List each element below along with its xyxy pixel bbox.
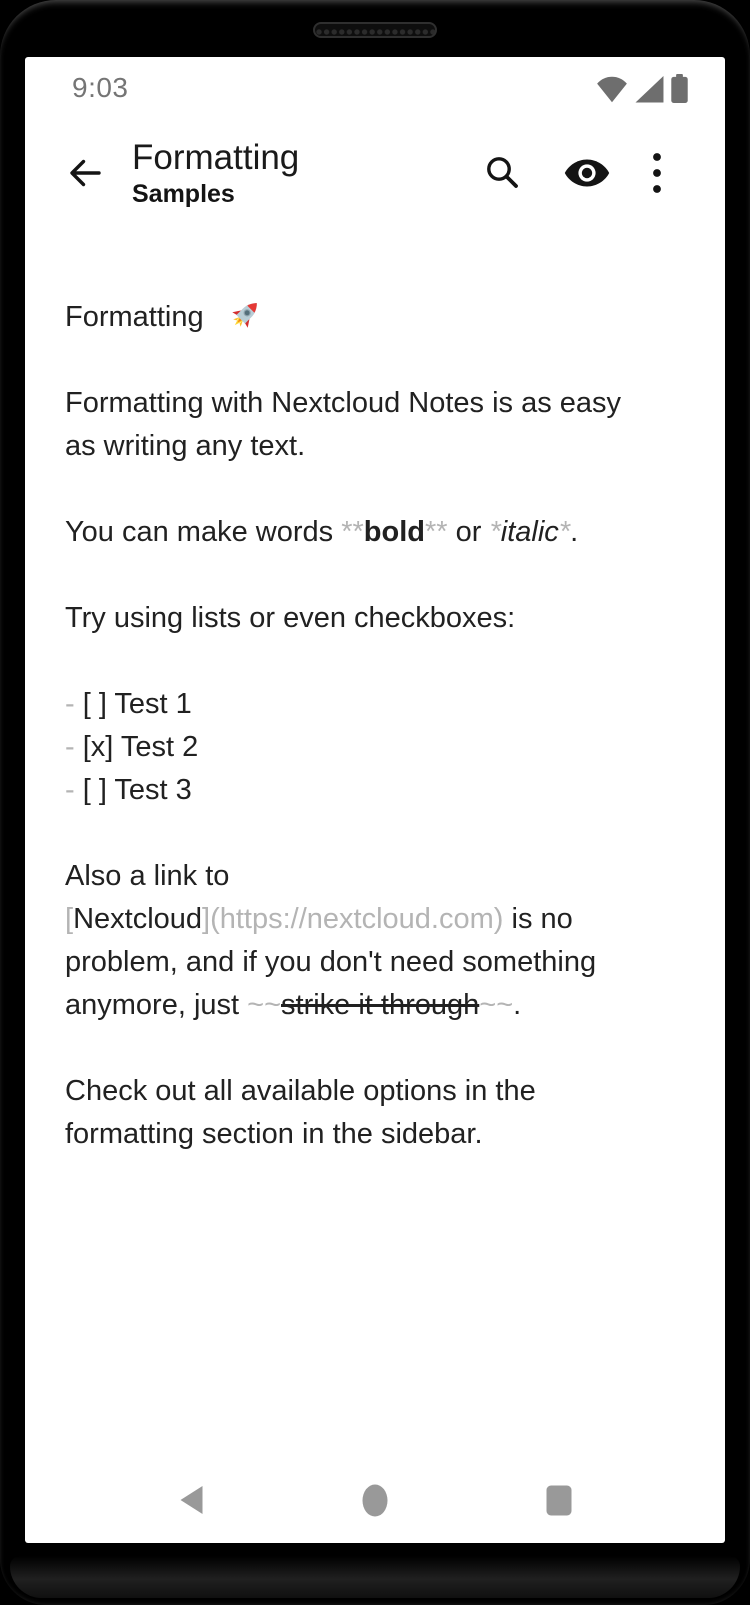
nav-home-button[interactable] (351, 1476, 399, 1524)
text-segment: anymore, just (65, 989, 248, 1021)
text-segment: as writing any text. (65, 430, 306, 462)
paragraph (65, 253, 695, 339)
search-icon (483, 153, 523, 193)
paragraph (65, 1070, 695, 1156)
more-options-button[interactable] (629, 145, 685, 201)
text-line (65, 425, 695, 468)
text-segment: . (513, 989, 522, 1021)
paragraph (65, 511, 695, 554)
status-bar (25, 57, 725, 119)
navigation-bar (25, 1457, 725, 1543)
text-segment: * (489, 516, 501, 548)
title-block (132, 138, 461, 209)
category-subtitle: Samples (132, 179, 235, 208)
text-segment: . (570, 516, 579, 548)
text-segment: ** (424, 516, 448, 548)
text-line (65, 253, 695, 339)
text-line (65, 683, 695, 726)
toolbar-actions (461, 145, 685, 201)
app-screen (25, 57, 725, 1543)
text-segment: Formatting with Nextcloud Notes is as easy (65, 387, 622, 419)
text-segment: ~~ (247, 989, 282, 1021)
nav-home-circle-icon (362, 1484, 388, 1517)
text-line (65, 597, 695, 640)
text-segment: italic (500, 516, 559, 548)
text-segment: - (65, 774, 83, 806)
battery-icon (671, 74, 688, 103)
paragraph (65, 382, 695, 468)
text-line (65, 726, 695, 769)
note-content[interactable] (25, 227, 725, 1156)
text-segment: Check out all available options in the (65, 1075, 536, 1107)
text-line (65, 855, 695, 898)
search-button[interactable] (461, 145, 545, 201)
earpiece-speaker-grille (313, 22, 437, 38)
text-segment: - (65, 731, 83, 763)
rocket-emoji-icon (228, 297, 263, 332)
paragraph (65, 855, 695, 1027)
text-line (65, 1113, 695, 1156)
text-segment: problem, and if you don't need something (65, 946, 597, 978)
text-segment: or (447, 516, 490, 548)
text-segment: is no (503, 903, 573, 935)
arrow-left-icon (66, 154, 104, 192)
text-segment: ] (202, 903, 211, 935)
text-segment: Nextcloud (73, 903, 203, 935)
text-segment: [ (65, 903, 74, 935)
text-segment: * (558, 516, 571, 548)
text-line (65, 984, 695, 1027)
nav-recents-button[interactable] (535, 1476, 583, 1524)
rocket-emoji (212, 253, 263, 339)
text-segment: ** (341, 516, 364, 548)
app-bar (25, 119, 725, 227)
text-segment: [ ] Test 3 (82, 774, 192, 806)
nav-recents-square-icon (546, 1485, 572, 1516)
text-segment: You can make words (65, 516, 342, 548)
text-segment: Try using lists or even checkboxes: (65, 602, 516, 634)
back-button[interactable] (60, 148, 110, 198)
eye-icon (563, 158, 611, 188)
text-line (65, 769, 695, 812)
text-line (65, 382, 695, 425)
text-segment: formatting section in the sidebar. (65, 1118, 483, 1150)
signal-icon (635, 76, 664, 103)
kebab-menu-icon (652, 152, 662, 194)
text-line (65, 898, 695, 941)
text-segment: [ ] Test 1 (82, 688, 192, 720)
wifi-icon (596, 76, 628, 103)
text-segment: Also a link to (65, 860, 230, 892)
status-icons (596, 74, 688, 103)
phone-chin (10, 1556, 740, 1598)
text-line (65, 511, 695, 554)
nav-back-triangle-icon (180, 1486, 203, 1514)
text-segment: Formatting (65, 301, 212, 333)
page-title: Formatting (132, 137, 300, 177)
text-segment: ~~ (479, 989, 514, 1021)
text-segment: strike it through (281, 989, 480, 1021)
preview-button[interactable] (545, 145, 629, 201)
paragraph (65, 683, 695, 812)
nav-back-button[interactable] (167, 1476, 215, 1524)
text-line (65, 941, 695, 984)
paragraph (65, 597, 695, 640)
status-time: 9:03 (72, 72, 129, 103)
text-segment: bold (363, 516, 425, 548)
text-segment: [x] Test 2 (82, 731, 199, 763)
text-segment: - (65, 688, 83, 720)
text-segment: (https://nextcloud.com) (210, 903, 504, 935)
text-line (65, 1070, 695, 1113)
